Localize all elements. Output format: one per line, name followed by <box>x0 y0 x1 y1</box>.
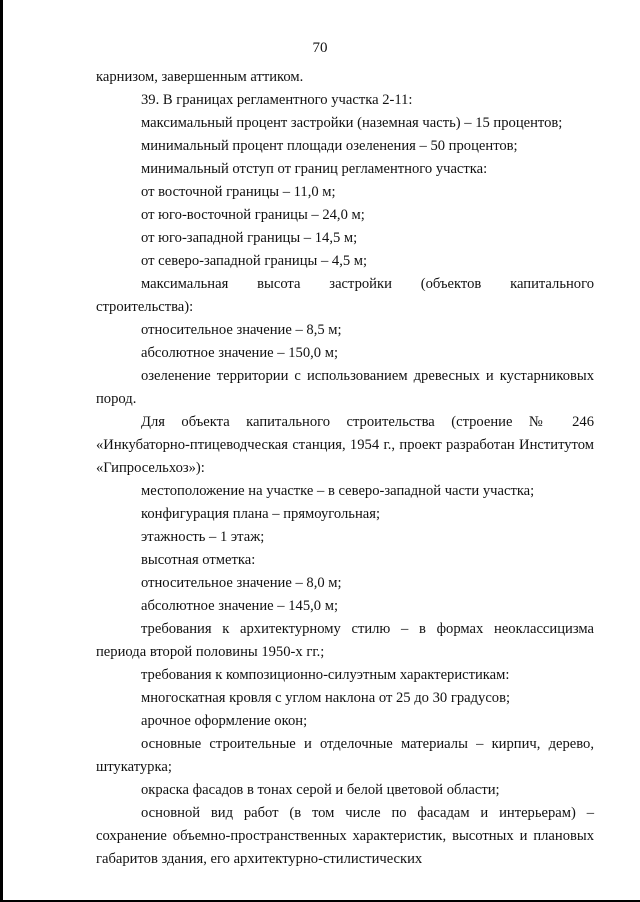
paragraph: основной вид работ (в том числе по фасадам и интерьерам) – сохранение объемно-пространственных характеристик, высотных и плановых габаритов здания, его архитектурно-стилистических <box>96 805 594 867</box>
paragraph: арочное оформление окон; <box>141 713 308 729</box>
paragraph: максимальный процент застройки (наземная часть) – 15 процентов; <box>141 115 563 131</box>
paragraph: Для объекта капитального строительства (строение № 246 «Инкубаторно-птицеводческая станция, 1954 г., проект разработан Институтом «Гипросельхоз»): <box>96 414 594 476</box>
paragraph: абсолютное значение – 150,0 м; <box>141 345 339 361</box>
paragraph: от восточной границы – 11,0 м; <box>141 184 336 200</box>
paragraph: 39. В границах регламентного участка 2-11: <box>141 92 413 108</box>
paragraph: высотная отметка: <box>141 552 256 568</box>
paragraph: требования к архитектурному стилю – в формах неоклассицизма периода второй половины 1950-х гг.; <box>96 621 594 660</box>
paragraph: этажность – 1 этаж; <box>141 529 265 545</box>
page-number: 70 <box>312 40 328 56</box>
paragraph: многоскатная кровля с углом наклона от 25 до 30 градусов; <box>141 690 511 706</box>
paragraph: относительное значение – 8,5 м; <box>141 322 342 338</box>
paragraph: минимальный процент площади озеленения – 50 процентов; <box>141 138 518 154</box>
paragraph: от юго-восточной границы – 24,0 м; <box>141 207 365 223</box>
paragraph: от юго-западной границы – 14,5 м; <box>141 230 358 246</box>
paragraph: озеленение территории с использованием древесных и кустарниковых пород. <box>96 368 594 407</box>
paragraph: от северо-западной границы – 4,5 м; <box>141 253 368 269</box>
paragraph: абсолютное значение – 145,0 м; <box>141 598 339 614</box>
paragraph: основные строительные и отделочные материалы – кирпич, дерево, штукатурка; <box>96 736 594 775</box>
scan-left-edge <box>0 0 3 902</box>
paragraph: минимальный отступ от границ регламентного участка: <box>141 161 488 177</box>
paragraph: конфигурация плана – прямоугольная; <box>141 506 381 522</box>
paragraph: местоположение на участке – в северо-западной части участка; <box>141 483 535 499</box>
paragraph: требования к композиционно-силуэтным характеристикам: <box>141 667 510 683</box>
paragraph: окраска фасадов в тонах серой и белой цветовой области; <box>141 782 500 798</box>
document-body <box>96 66 594 871</box>
paragraph: карнизом, завершенным аттиком. <box>96 69 304 85</box>
paragraph: относительное значение – 8,0 м; <box>141 575 342 591</box>
paragraph: максимальная высота застройки (объектов капитального строительства): <box>96 276 594 315</box>
